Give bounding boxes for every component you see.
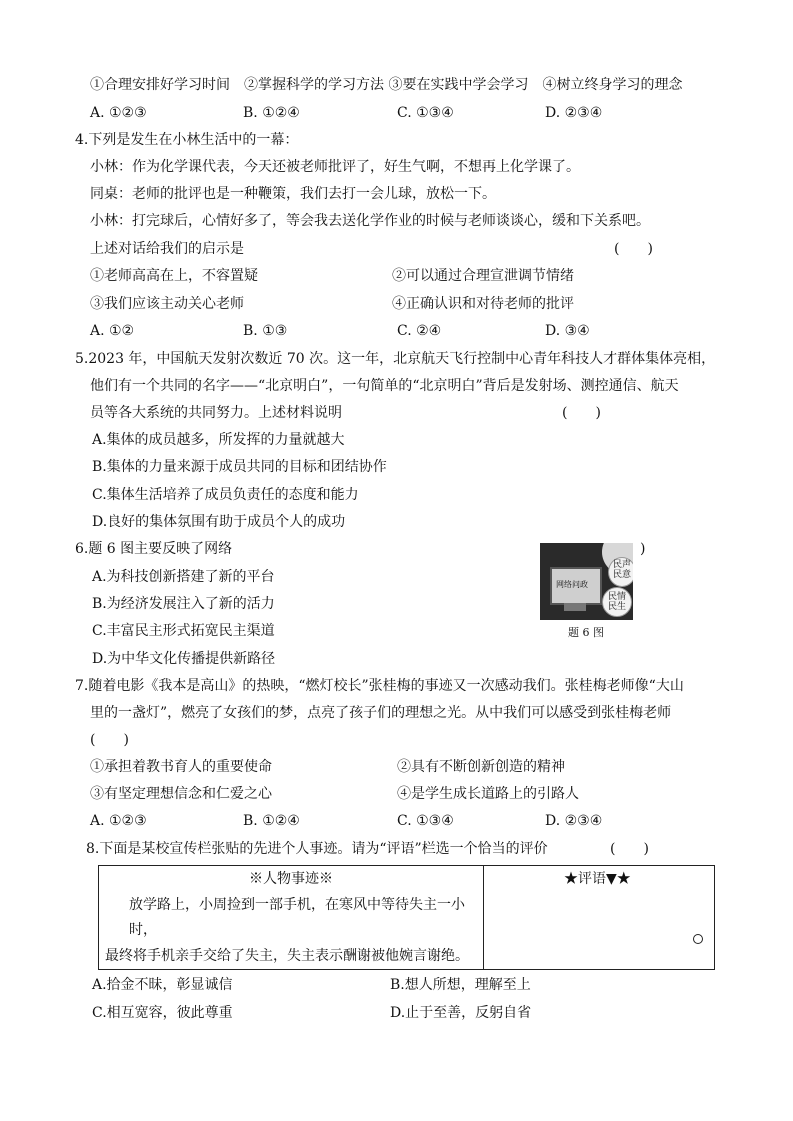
q3-option-a: A. ①②③ bbox=[90, 105, 147, 121]
monitor-icon bbox=[550, 567, 602, 605]
q4-option-a: A. ①② bbox=[90, 323, 135, 339]
q7-statement-1: ①承担着教书育人的重要使命 bbox=[90, 759, 272, 775]
q7-option-c: C. ①③④ bbox=[397, 813, 454, 829]
q4-option-c: C. ②④ bbox=[397, 323, 442, 339]
q4-option-d: D. ③④ bbox=[545, 323, 590, 339]
bubble1-text-1: 民声 bbox=[612, 560, 631, 570]
q6-figure bbox=[540, 543, 633, 620]
q7-option-d: D. ②③④ bbox=[545, 813, 603, 829]
speech-bubble-livelihood bbox=[602, 587, 632, 617]
q7-answer-paren: ( ) bbox=[90, 732, 129, 748]
q4-answer-paren: ( ) bbox=[614, 241, 653, 257]
q3-statements: ①合理安排好学习时间 ②掌握科学的学习方法 ③要在实践中学会学习 ④树立终身学习的理念 bbox=[90, 77, 683, 93]
q5-line-2: 他们有一个共同的名字——“北京明白”，一句简单的“北京明白”背后是发射场、测控通信、航天 bbox=[90, 378, 679, 394]
monitor-stand bbox=[564, 603, 586, 611]
q6-option-c: C.丰富民主形式拓宽民主渠道 bbox=[92, 623, 275, 639]
q6-stem: 6.题 6 图主要反映了网络 bbox=[75, 541, 233, 557]
q5-option-c: C.集体生活培养了成员负责任的态度和能力 bbox=[92, 487, 359, 503]
bubble2-text-1: 民情 bbox=[607, 592, 626, 602]
q6-option-d: D.为中华文化传播提供新路径 bbox=[92, 651, 276, 667]
q4-statement-4: ④正确认识和对待老师的批评 bbox=[392, 296, 574, 312]
speech-bubble-voice bbox=[608, 557, 633, 587]
q3-option-c: C. ①③④ bbox=[397, 105, 454, 121]
table-deeds-text-1: 放学路上，小周捡到一部手机，在寒风中等待失主一小 bbox=[129, 897, 465, 913]
q5-option-b: B.集体的力量来源于成员共同的目标和团结协作 bbox=[92, 459, 387, 475]
q4-statement-2: ②可以通过合理宣泄调节情绪 bbox=[392, 268, 574, 284]
q4-dialogue-3: 小林：打完球后，心情好多了，等会我去送化学作业的时候与老师谈谈心，缓和下关系吧。 bbox=[90, 213, 650, 229]
q7-line-2: 里的一盏灯”，燃亮了女孩们的梦，点亮了孩子们的理想之光。从中我们可以感受到张桂梅老师 bbox=[90, 705, 672, 721]
q6-answer-paren: ) bbox=[640, 541, 646, 557]
q8-option-d: D.止于至善，反躬自省 bbox=[390, 1005, 532, 1021]
q4-statement-3: ③我们应该主动关心老师 bbox=[90, 296, 244, 312]
q6-figure-caption: 题 6 图 bbox=[568, 626, 604, 639]
q5-line-1: 5.2023 年，中国航天发射次数近 70 次。这一年，北京航天飞行控制中心青年科技人才群体集体亮相， bbox=[75, 351, 716, 367]
q8-option-c: C.相互宽容，彼此尊重 bbox=[92, 1005, 233, 1021]
q8-stem: 8.下面是某校宣传栏张贴的先进个人事迹。请为“评语”栏选一个恰当的评价 bbox=[86, 841, 548, 857]
q3-option-d: D. ②③④ bbox=[545, 105, 603, 121]
q8-option-b: B.想人所想，理解至上 bbox=[390, 977, 531, 993]
q6-option-b: B.为经济发展注入了新的活力 bbox=[92, 596, 275, 612]
q4-option-b: B. ①③ bbox=[243, 323, 288, 339]
q4-dialogue-1: 小林：作为化学课代表，今天还被老师批评了，好生气啊，不想再上化学课了。 bbox=[90, 159, 580, 175]
q7-option-a: A. ①②③ bbox=[90, 813, 147, 829]
table-deeds-text-2: 时， bbox=[129, 922, 157, 938]
circle-mark bbox=[693, 934, 703, 944]
q5-option-d: D.良好的集体氛围有助于成员个人的成功 bbox=[92, 514, 346, 530]
q8-table bbox=[98, 865, 715, 970]
q3-option-b: B. ①②④ bbox=[243, 105, 300, 121]
q7-statement-2: ②具有不断创新创造的精神 bbox=[397, 759, 565, 775]
q5-line-3: 员等各大系统的共同努力。上述材料说明 bbox=[90, 405, 342, 421]
table-header-comment: ★评语▼★ bbox=[564, 871, 631, 887]
q7-statement-3: ③有坚定理想信念和仁爱之心 bbox=[90, 786, 272, 802]
q8-option-a: A.拾金不昧，彰显诚信 bbox=[92, 977, 233, 993]
table-deeds-text-3: 最终将手机亲手交给了失主，失主表示酬谢被他婉言谢绝。 bbox=[105, 948, 469, 964]
q4-dialogue-2: 同桌：老师的批评也是一种鞭策，我们去打一会儿球，放松一下。 bbox=[90, 186, 496, 202]
q4-question: 上述对话给我们的启示是 bbox=[90, 241, 244, 257]
q4-statement-1: ①老师高高在上，不容置疑 bbox=[90, 268, 258, 284]
q6-option-a: A.为科技创新搭建了新的平台 bbox=[92, 569, 275, 585]
monitor-label: 网络问政 bbox=[556, 580, 588, 589]
bubble1-text-2: 民意 bbox=[612, 570, 631, 580]
bubble2-text-2: 民生 bbox=[607, 602, 626, 612]
q4-stem: 4.下列是发生在小林生活中的一幕： bbox=[75, 132, 299, 148]
q7-statement-4: ④是学生成长道路上的引路人 bbox=[397, 786, 579, 802]
q5-answer-paren: ( ) bbox=[562, 405, 601, 421]
table-header-deeds: ※人物事迹※ bbox=[249, 871, 333, 887]
q7-line-1: 7.随着电影《我本是高山》的热映，“燃灯校长”张桂梅的事迹又一次感动我们。张桂梅老师像“大山 bbox=[75, 678, 684, 694]
q8-answer-paren: ( ) bbox=[610, 841, 649, 857]
q5-option-a: A.集体的成员越多，所发挥的力量就越大 bbox=[92, 432, 345, 448]
table-divider bbox=[483, 866, 484, 969]
q7-option-b: B. ①②④ bbox=[243, 813, 300, 829]
